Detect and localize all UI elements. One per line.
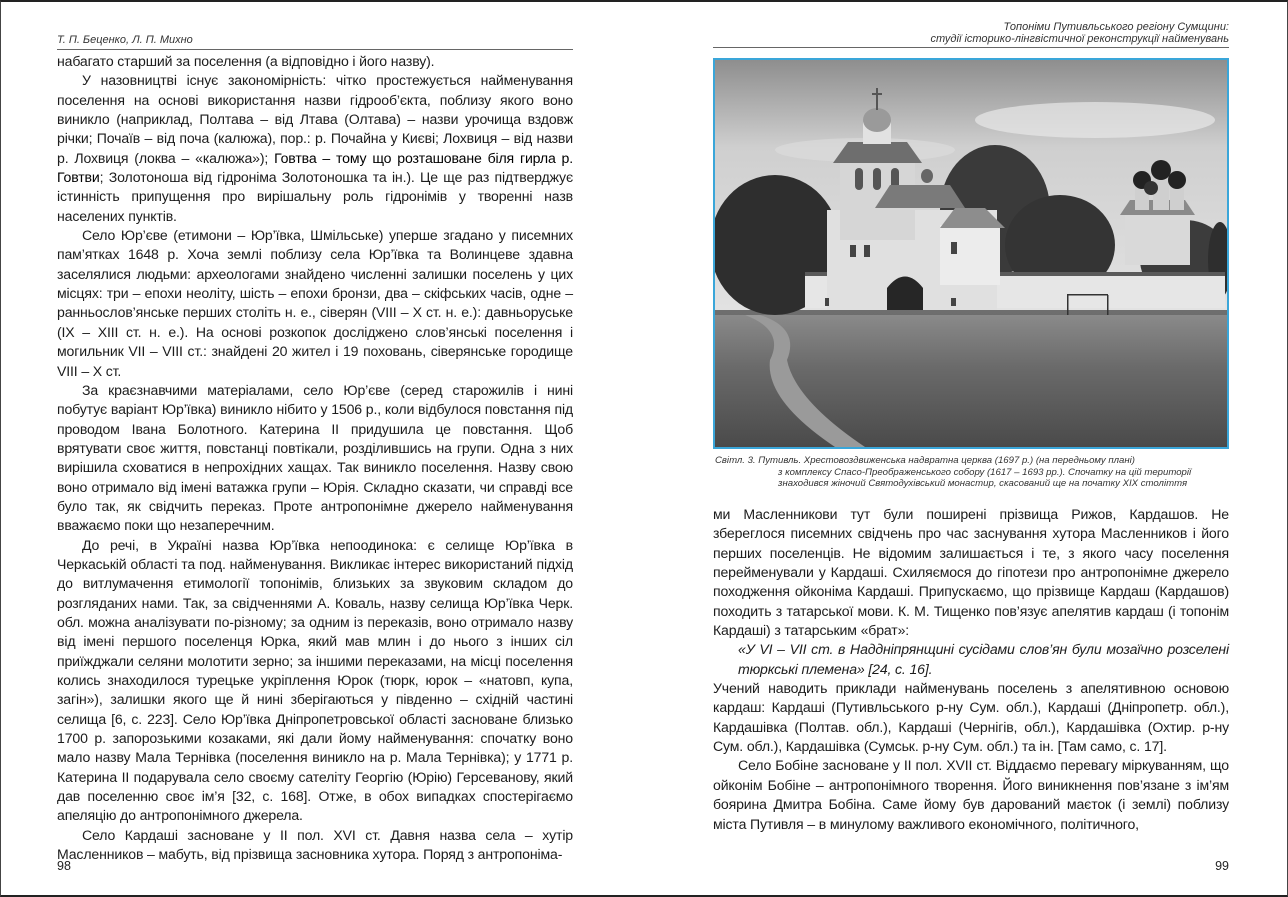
text-span: ; Золотоноша від гідроніма Золотоношка та ін.). Це ще раз підтверджує істинність припущення про вирішальну роль гідронімів у творенні назв населених пунктів. bbox=[57, 169, 573, 224]
right-page bbox=[713, 2, 1229, 895]
paragraph: Учений наводить приклади найменувань поселень з апелятивною основою кардаш: Кардаші (Путивльського р-ну Сум. обл.), Кардаші (Дніпропетр. обл.), Кардашівка (Полтав. обл.), Кардаші (Чернігів, обл.), Кардашівка (Охтир. р-ну Сум. обл.), Кардашівка (Сумськ. р-ну Сум. обл.) та ін. [Там само, с. 17]. bbox=[713, 680, 1229, 755]
text-span: У назовництві існує закономірність: чітко простежується найменування поселення на основі використання назви гідрооб’єкта, поблизу якого воно виникло (наприклад, Полтава – від Лтава (Олтава) – назви урочища вздовж річки; Почаїв – від поча (калюжа), пор.: р. Почайна у Києві; Лохвиця – від назви р. Лохвиця (локва – «калюжа»); bbox=[57, 72, 573, 166]
paragraph: набагато старший за поселення (а відповідно і його назву). bbox=[57, 53, 435, 69]
paragraph: За краєзнавчими матеріалами, село Юр’єве (серед старожилів і нині побутує варіант Юр’ївка) виникло нібито у 1506 р., коли відбулося повстання під проводом Івана Болотного. Катерина II придушила це повстання. Щоб врятувати своє життя, повстанці повтікали, розділившись на групи. Одна з них вирішила сховатися в непрохідних хащах. Так виникло поселення. Назву свою воно отримало від імені ватажка групи – Юрія. Складно сказати, чи справді все було так, як свідчить переказ. Проте антропонімне джерело найменування вважаємо поки що незаперечним. bbox=[57, 381, 573, 534]
church-photo-illustration bbox=[715, 60, 1227, 447]
text-span-emphasis: Говтва – тому що розташоване біля гирла р. Говтви bbox=[57, 149, 574, 186]
caption-line: знаходився жіночий Святодухівський монастир, скасований ще на початку XIX століття bbox=[778, 478, 1188, 489]
caption-line: з комплексу Спасо-Преображенського собору (1617 – 1693 рр.). Спочатку на цій території bbox=[778, 466, 1192, 478]
running-head-title bbox=[713, 21, 1229, 48]
paragraph bbox=[57, 71, 573, 226]
caption-line: Світл. 3. Путивль. Хрестовоздвиженська надвратна церква (1697 р.) (на передньому плані) bbox=[715, 455, 1135, 466]
running-head-authors: Т. П. Беценко, Л. П. Михно bbox=[57, 34, 573, 50]
church-photo bbox=[713, 58, 1229, 449]
left-page bbox=[57, 2, 573, 895]
block-quote: «У VI – VII ст. в Наддніпрянщині сусідами слов’ян були мозаїчно розселені тюркські племена» [24, с. 16]. bbox=[738, 641, 1229, 677]
right-page-body bbox=[713, 505, 1229, 834]
paragraph: Село Кардаші засноване у II пол. XVI ст. Давня назва села – хутір Масленников – мабуть, від прізвища засновника хутора. Поряд з антропоніма- bbox=[57, 826, 573, 863]
paragraph: Село Юр’єве (етимони – Юр’ївка, Шмільське) уперше згадано у писемних пам’ятках 1648 р. Хоча землі поблизу села Юр’ївка та Волинцеве здавна заселялися людьми: археологами знайдено численні залишки поселень у цих місцях: три – епохи неоліту, шість – епохи бронзи, два – скіфських часів, одне – ранньослов’янське перших століть н. е., сіверян (VIII – X ст. н. е.): давньоруське (IX – XIII ст. н. е.). На основі розкопок досліджено слов’янські поселення і могильник VII – VIII ст.: знайдені 20 жител і 19 поховань, сіверянське городище VIII – X ст. bbox=[57, 227, 573, 379]
page-number: 98 bbox=[57, 859, 71, 873]
paragraph: ми Масленникови тут були поширені прізвища Рижов, Кардашов. Не збереглося писемних свідчень про час заснування хутора Масленников і його перших поселенців. Не відомим залишається і те, з якого часу поселення перейменували у Кардаші. Схиляємося до гіпотези про антропонімне джерело походження ойконіма Кардаші. Припускаємо, що прізвище Кардаш (Кардашов) походить з татарської мови. К. М. Тищенко пов’язує апелятив кардаш (і топонім Кардаші) з татарським «брат»: bbox=[713, 506, 1229, 639]
page-number: 99 bbox=[1215, 859, 1229, 873]
figure-caption bbox=[713, 455, 1229, 490]
running-head-line: студії історико-лінгвістичної реконструкції найменувань bbox=[930, 33, 1229, 45]
running-head-line: Топоніми Путивльського регіону Сумщини: bbox=[1003, 21, 1229, 33]
left-page-body bbox=[57, 52, 573, 864]
paragraph: Село Бобіне засноване у II пол. XVII ст. Віддаємо перевагу міркуванням, що ойконім Бобіне – антропонімного творення. Його виникнення пов’язане з ім’ям боярина Дмитра Бобіна. Саме йому був дарований маєток (і землі) поблизу міста Путивля – в минулому важливого економічного, політичного, bbox=[713, 757, 1229, 832]
paragraph: До речі, в Україні назва Юр’ївка непоодинока: є селище Юр’ївка в Черкаській області та под. найменування. Викликає інтерес використаний підхід до витлумачення етимології топонімів, близьких за звуковим складом до розгляданих нами. Так, за свідченнями А. Коваль, назву селища Юр’ївка Черк. обл. можна аналізувати по-різному; за одним із переказів, воно отримало назву від імені першого поселенця Юрка, який мав млин і до нього з інших сіл приїжджали селяни молотити зерно; за іншими переказами, на місці поселення колись знаходилося турецьке укріплення Юрок (тюрк, юрок – «натовп, купа, загін»), залишки якого ще й нині зберігаються у південно – східній частині селища [6, с. 223]. Село Юр’ївка Дніпропетровської області засноване близько 1700 р. запорозькими козаками, які дали йому найменування: спочатку воно мало назву Мала Тернівка (поселення виникло на р. Мала Тернівка); у 1771 р. Катерина II подарувала село своєму сателіту Георгію (Юрію) Герсеванову, який дав поселенню своє ім’я [32, с. 168]. Отже, в обох випадках спостерігаємо апеляцію до антропонімного джерела. bbox=[57, 536, 573, 824]
